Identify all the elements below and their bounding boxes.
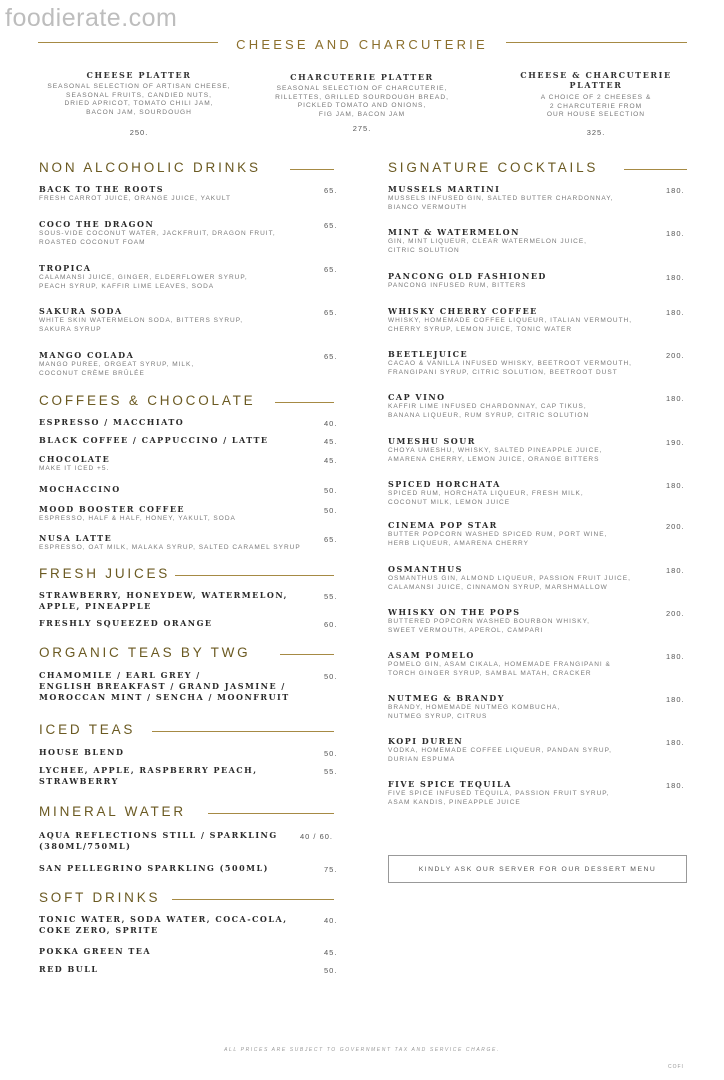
menu-item: BEETLEJUICE CACAO & VANILLA INFUSED WHISKY, BEETROOT VERMOUTH, FRANGIPANI SYRUP, CITRIC SOLUTION, BEETROOT DUST [388, 349, 632, 376]
item-price: 50. [324, 486, 338, 495]
menu-item: LYCHEE, APPLE, RASPBERRY PEACH, STRAWBERRY [39, 765, 258, 786]
cheese-section-title: CHEESE AND CHARCUTERIE [236, 37, 488, 52]
menu-item: MANGO COLADA MANGO PUREE, ORGEAT SYRUP, MILK, COCONUT CRÈME BRÛLÉE [39, 350, 195, 377]
item-price: 180. [666, 566, 685, 575]
section-rule [172, 899, 334, 900]
menu-item: MOCHACCINO [39, 484, 121, 494]
item-price: 180. [666, 186, 685, 195]
section-title-iced-teas: ICED TEAS [39, 722, 136, 737]
platter-price: 325. [586, 128, 606, 137]
menu-item: NUSA LATTE ESPRESSO, OAT MILK, MALAKA SYRUP, SALTED CARAMEL SYRUP [39, 533, 301, 551]
platter-name-line2: PLATTER [569, 80, 623, 90]
section-title-cocktails: SIGNATURE COCKTAILS [388, 160, 599, 175]
section-rule [275, 402, 334, 403]
menu-item: ESPRESSO / MACCHIATO [39, 417, 185, 427]
item-price: 45. [324, 437, 338, 446]
menu-item: TONIC WATER, SODA WATER, COCA-COLA, COKE ZERO, SPRITE [39, 914, 288, 935]
menu-item: PANCONG OLD FASHIONED PANCONG INFUSED RUM, BITTERS [388, 271, 547, 289]
section-rule [624, 169, 687, 170]
item-price: 40 / 60. [300, 832, 334, 841]
item-price: 65. [324, 265, 338, 274]
platter-price: 275. [352, 124, 372, 133]
item-price: 45. [324, 456, 338, 465]
item-price: 180. [666, 652, 685, 661]
item-price: 180. [666, 481, 685, 490]
item-price: 180. [666, 273, 685, 282]
item-price: 180. [666, 738, 685, 747]
item-price: 200. [666, 522, 685, 531]
menu-item: POKKA GREEN TEA [39, 946, 152, 956]
item-price: 180. [666, 695, 685, 704]
item-price: 75. [324, 865, 338, 874]
menu-item: STRAWBERRY, HONEYDEW, WATERMELON, APPLE, PINEAPPLE [39, 590, 288, 611]
menu-item: FRESHLY SQUEEZED ORANGE [39, 618, 213, 628]
platter-desc: SEASONAL SELECTION OF ARTISAN CHEESE, SEASONAL FRUITS, CANDIED NUTS, DRIED APRICOT, TOMATO CHILI JAM, BACON JAM, SOURDOUGH [47, 83, 231, 116]
menu-item: CHOCOLATE MAKE IT ICED +5. [39, 454, 111, 472]
footer-note: ALL PRICES ARE SUBJECT TO GOVERNMENT TAX AND SERVICE CHARGE. [224, 1047, 500, 1053]
item-price: 50. [324, 749, 338, 758]
menu-item: BACK TO THE ROOTS FRESH CARROT JUICE, ORANGE JUICE, YAKULT [39, 184, 231, 202]
menu-item: WHISKY CHERRY COFFEE WHISKY, HOMEMADE COFFEE LIQUEUR, ITALIAN VERMOUTH, CHERRY SYRUP, LEMON JUICE, TONIC WATER [388, 306, 633, 333]
menu-item: BLACK COFFEE / CAPPUCCINO / LATTE [39, 435, 269, 445]
section-rule [290, 169, 334, 170]
menu-item: CHAMOMILE / EARL GREY / ENGLISH BREAKFAST / GRAND JASMINE / MOROCCAN MINT / SENCHA / MOONFRUIT [39, 670, 290, 702]
item-price: 65. [324, 186, 338, 195]
menu-item: KOPI DUREN VODKA, HOMEMADE COFFEE LIQUEUR, PANDAN SYRUP, DURIAN ESPUMA [388, 736, 612, 763]
menu-item: NUTMEG & BRANDY BRANDY, HOMEMADE NUTMEG KOMBUCHA, NUTMEG SYRUP, CITRUS [388, 693, 561, 720]
platter-desc: SEASONAL SELECTION OF CHARCUTERIE, RILLETTES, GRILLED SOURDOUGH BREAD, PICKLED TOMATO AND ONIONS, FIG JAM, BACON JAM [275, 85, 449, 118]
menu-item: ASAM POMELO POMELO GIN, ASAM CIKALA, HOMEMADE FRANGIPANI & TORCH GINGER SYRUP, SAMBAL MATAH, CRACKER [388, 650, 611, 677]
platter-charcuterie [262, 72, 462, 133]
section-title-coffees: COFFEES & CHOCOLATE [39, 393, 256, 408]
item-price: 200. [666, 351, 685, 360]
item-price: 65. [324, 352, 338, 361]
menu-code: COFI [668, 1064, 684, 1070]
menu-item: COCO THE DRAGON SOUS-VIDE COCONUT WATER, JACKFRUIT, DRAGON FRUIT, ROASTED COCONUT FOAM [39, 219, 276, 246]
section-rule [208, 813, 334, 814]
menu-item: MUSSELS MARTINI MUSSELS INFUSED GIN, SALTED BUTTER CHARDONNAY, BIANCO VERMOUTH [388, 184, 614, 211]
item-price: 180. [666, 229, 685, 238]
item-price: 50. [324, 506, 338, 515]
platter-price: 250. [129, 128, 149, 137]
menu-item: MINT & WATERMELON GIN, MINT LIQUEUR, CLEAR WATERMELON JUICE, CITRIC SOLUTION [388, 227, 587, 254]
section-title-teas: ORGANIC TEAS BY TWG [39, 645, 251, 660]
item-price: 65. [324, 308, 338, 317]
menu-item: UMESHU SOUR CHOYA UMESHU, WHISKY, SALTED PINEAPPLE JUICE, AMARENA CHERRY, LEMON JUICE, ORANGE BITTERS [388, 436, 603, 463]
item-price: 180. [666, 308, 685, 317]
section-title-juices: FRESH JUICES [39, 566, 171, 581]
platter-name: CHARCUTERIE PLATTER [290, 72, 434, 82]
section-title-soft: SOFT DRINKS [39, 890, 161, 905]
menu-item: CAP VINO KAFFIR LIME INFUSED CHARDONNAY, CAP TIKUS, BANANA LIQUEUR, RUM SYRUP, CITRIC SOLUTION [388, 392, 590, 419]
item-price: 200. [666, 609, 685, 618]
item-price: 55. [324, 767, 338, 776]
header-rule-right [506, 42, 687, 43]
item-price: 180. [666, 394, 685, 403]
item-price: 40. [324, 419, 338, 428]
platter-name: CHEESE & CHARCUTERIE [520, 70, 672, 80]
menu-item: TROPICA CALAMANSI JUICE, GINGER, ELDERFLOWER SYRUP, PEACH SYRUP, KAFFIR LIME LEAVES, SODA [39, 263, 248, 290]
platter-desc: A CHOICE OF 2 CHEESES & 2 CHARCUTERIE FROM OUR HOUSE SELECTION [540, 94, 652, 118]
section-title-non-alcoholic: NON ALCOHOLIC DRINKS [39, 160, 261, 175]
section-rule [175, 575, 334, 576]
item-price: 65. [324, 535, 338, 544]
item-price: 65. [324, 221, 338, 230]
item-price: 40. [324, 916, 338, 925]
item-price: 45. [324, 948, 338, 957]
section-rule [152, 731, 334, 732]
watermark: foodierate.com [5, 4, 178, 32]
menu-item: FIVE SPICE TEQUILA FIVE SPICE INFUSED TEQUILA, PASSION FRUIT SYRUP, ASAM KANDIS, PINEAPPLE JUICE [388, 779, 610, 806]
menu-item: HOUSE BLEND [39, 747, 125, 757]
item-price: 50. [324, 672, 338, 681]
menu-item: SAN PELLEGRINO SPARKLING (500ML) [39, 863, 269, 873]
menu-item: MOOD BOOSTER COFFEE ESPRESSO, HALF & HALF, HONEY, YAKULT, SODA [39, 504, 236, 522]
menu-item: OSMANTHUS OSMANTHUS GIN, ALMOND LIQUEUR, PASSION FRUIT JUICE, CALAMANSI JUICE, CINNAMON SYRUP, MARSHMALLOW [388, 564, 631, 591]
item-price: 60. [324, 620, 338, 629]
platter-cheese-charcuterie [496, 70, 696, 137]
item-price: 55. [324, 592, 338, 601]
platter-cheese [39, 70, 239, 137]
menu-item: WHISKY ON THE POPS BUTTERED POPCORN WASHED BOURBON WHISKY, SWEET VERMOUTH, APEROL, CAMPARI [388, 607, 590, 634]
menu-item: SAKURA SODA WHITE SKIN WATERMELON SODA, BITTERS SYRUP, SAKURA SYRUP [39, 306, 244, 333]
menu-item: AQUA REFLECTIONS STILL / SPARKLING (380ML/750ML) [39, 830, 278, 851]
menu-item: RED BULL [39, 964, 99, 974]
section-title-mineral: MINERAL WATER [39, 804, 186, 819]
section-rule [280, 654, 334, 655]
dessert-menu-note: KINDLY ASK OUR SERVER FOR OUR DESSERT MENU [388, 855, 687, 883]
menu-item: SPICED HORCHATA SPICED RUM, HORCHATA LIQUEUR, FRESH MILK, COCONUT MILK, LEMON JUICE [388, 479, 584, 506]
platter-name: CHEESE PLATTER [86, 70, 192, 80]
item-price: 50. [324, 966, 338, 975]
menu-item: CINEMA POP STAR BUTTER POPCORN WASHED SPICED RUM, PORT WINE, HERB LIQUEUR, AMARENA CHERRY [388, 520, 608, 547]
item-price: 180. [666, 781, 685, 790]
item-price: 190. [666, 438, 685, 447]
